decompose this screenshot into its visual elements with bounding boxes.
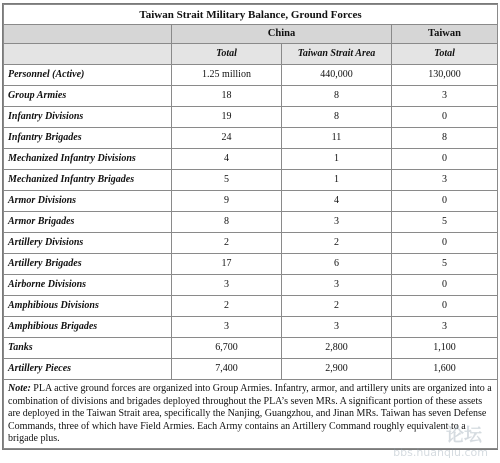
military-balance-table-frame bbox=[2, 3, 498, 450]
china-total-value: 2 bbox=[172, 233, 282, 254]
row-label: Artillery Divisions bbox=[4, 233, 172, 254]
strait-area-value: 2 bbox=[282, 233, 392, 254]
military-balance-table bbox=[3, 4, 498, 449]
row-label: Armor Brigades bbox=[4, 212, 172, 233]
taiwan-total-value: 3 bbox=[392, 317, 498, 338]
strait-area-value: 4 bbox=[282, 191, 392, 212]
taiwan-total-value: 0 bbox=[392, 107, 498, 128]
note-label: Note: bbox=[8, 383, 31, 394]
row-label: Personnel (Active) bbox=[4, 65, 172, 86]
table-row bbox=[4, 170, 498, 191]
china-total-value: 3 bbox=[172, 275, 282, 296]
table-row bbox=[4, 191, 498, 212]
note-text: PLA active ground forces are organized into Group Armies. Infantry, armor, and artillery units are organized into a combination of divisions and brigades deployed throughout the PLA’s seven MRs. A significant portion of these assets are deployed in the Taiwan Strait area, specifically the Nanjing, Guangzhou, and Jinan MRs. Taiwan has seven Defense Commands, three of which have Field Armies. Each Army contains an Artillery Command roughly equivalent to a brigade plus. bbox=[8, 383, 492, 444]
strait-area-value: 3 bbox=[282, 212, 392, 233]
taiwan-total-value: 0 bbox=[392, 149, 498, 170]
strait-area-value: 8 bbox=[282, 107, 392, 128]
site-watermark bbox=[372, 421, 492, 461]
row-label: Tanks bbox=[4, 338, 172, 359]
taiwan-total-value: 5 bbox=[392, 254, 498, 275]
table-row bbox=[4, 359, 498, 380]
table-row bbox=[4, 86, 498, 107]
china-total-value: 5 bbox=[172, 170, 282, 191]
strait-area-value: 1 bbox=[282, 149, 392, 170]
china-total-value: 3 bbox=[172, 317, 282, 338]
strait-area-value: 2,800 bbox=[282, 338, 392, 359]
watermark-text: bbs.huanqiu.com bbox=[393, 446, 488, 459]
china-total-value: 1.25 million bbox=[172, 65, 282, 86]
row-label: Mechanized Infantry Divisions bbox=[4, 149, 172, 170]
table-row bbox=[4, 149, 498, 170]
row-label: Artillery Brigades bbox=[4, 254, 172, 275]
china-total-value: 19 bbox=[172, 107, 282, 128]
row-label: Infantry Brigades bbox=[4, 128, 172, 149]
china-total-value: 17 bbox=[172, 254, 282, 275]
group-header-row bbox=[4, 25, 498, 44]
strait-area-value: 6 bbox=[282, 254, 392, 275]
row-label: Amphibious Brigades bbox=[4, 317, 172, 338]
taiwan-total-value: 1,100 bbox=[392, 338, 498, 359]
table-row bbox=[4, 254, 498, 275]
china-total-value: 9 bbox=[172, 191, 282, 212]
table-row bbox=[4, 338, 498, 359]
china-total-value: 7,400 bbox=[172, 359, 282, 380]
blank-subheader-cell bbox=[4, 44, 172, 65]
row-label: Mechanized Infantry Brigades bbox=[4, 170, 172, 191]
strait-area-value: 3 bbox=[282, 317, 392, 338]
taiwan-total-value: 0 bbox=[392, 275, 498, 296]
china-total-value: 6,700 bbox=[172, 338, 282, 359]
taiwan-total-value: 3 bbox=[392, 86, 498, 107]
taiwan-total-value: 0 bbox=[392, 296, 498, 317]
table-row bbox=[4, 233, 498, 254]
china-total-value: 24 bbox=[172, 128, 282, 149]
column-header-row bbox=[4, 44, 498, 65]
taiwan-total-value: 3 bbox=[392, 170, 498, 191]
title-row bbox=[4, 5, 498, 25]
group-header-taiwan: Taiwan bbox=[392, 25, 498, 44]
row-label: Airborne Divisions bbox=[4, 275, 172, 296]
strait-area-value: 3 bbox=[282, 275, 392, 296]
taiwan-total-value: 8 bbox=[392, 128, 498, 149]
table-row bbox=[4, 296, 498, 317]
table-row bbox=[4, 275, 498, 296]
table-row bbox=[4, 128, 498, 149]
row-label: Artillery Pieces bbox=[4, 359, 172, 380]
china-total-value: 8 bbox=[172, 212, 282, 233]
watermark-logo: 论坛 bbox=[446, 425, 482, 446]
strait-area-value: 2,900 bbox=[282, 359, 392, 380]
taiwan-total-value: 1,600 bbox=[392, 359, 498, 380]
strait-area-value: 11 bbox=[282, 128, 392, 149]
group-header-china: China bbox=[172, 25, 392, 44]
row-label: Infantry Divisions bbox=[4, 107, 172, 128]
table-row bbox=[4, 212, 498, 233]
taiwan-total-value: 0 bbox=[392, 191, 498, 212]
table-row bbox=[4, 107, 498, 128]
column-header-china-total: Total bbox=[172, 44, 282, 65]
row-label: Amphibious Divisions bbox=[4, 296, 172, 317]
china-total-value: 18 bbox=[172, 86, 282, 107]
strait-area-value: 440,000 bbox=[282, 65, 392, 86]
taiwan-total-value: 5 bbox=[392, 212, 498, 233]
china-total-value: 4 bbox=[172, 149, 282, 170]
column-header-taiwan-total: Total bbox=[392, 44, 498, 65]
column-header-strait-area: Taiwan Strait Area bbox=[282, 44, 392, 65]
taiwan-total-value: 0 bbox=[392, 233, 498, 254]
taiwan-total-value: 130,000 bbox=[392, 65, 498, 86]
table-row bbox=[4, 65, 498, 86]
table-title: Taiwan Strait Military Balance, Ground Forces bbox=[4, 5, 498, 25]
strait-area-value: 8 bbox=[282, 86, 392, 107]
china-total-value: 2 bbox=[172, 296, 282, 317]
table-body bbox=[4, 65, 498, 380]
row-label: Group Armies bbox=[4, 86, 172, 107]
strait-area-value: 2 bbox=[282, 296, 392, 317]
row-label: Armor Divisions bbox=[4, 191, 172, 212]
blank-header-cell bbox=[4, 25, 172, 44]
table-row bbox=[4, 317, 498, 338]
strait-area-value: 1 bbox=[282, 170, 392, 191]
